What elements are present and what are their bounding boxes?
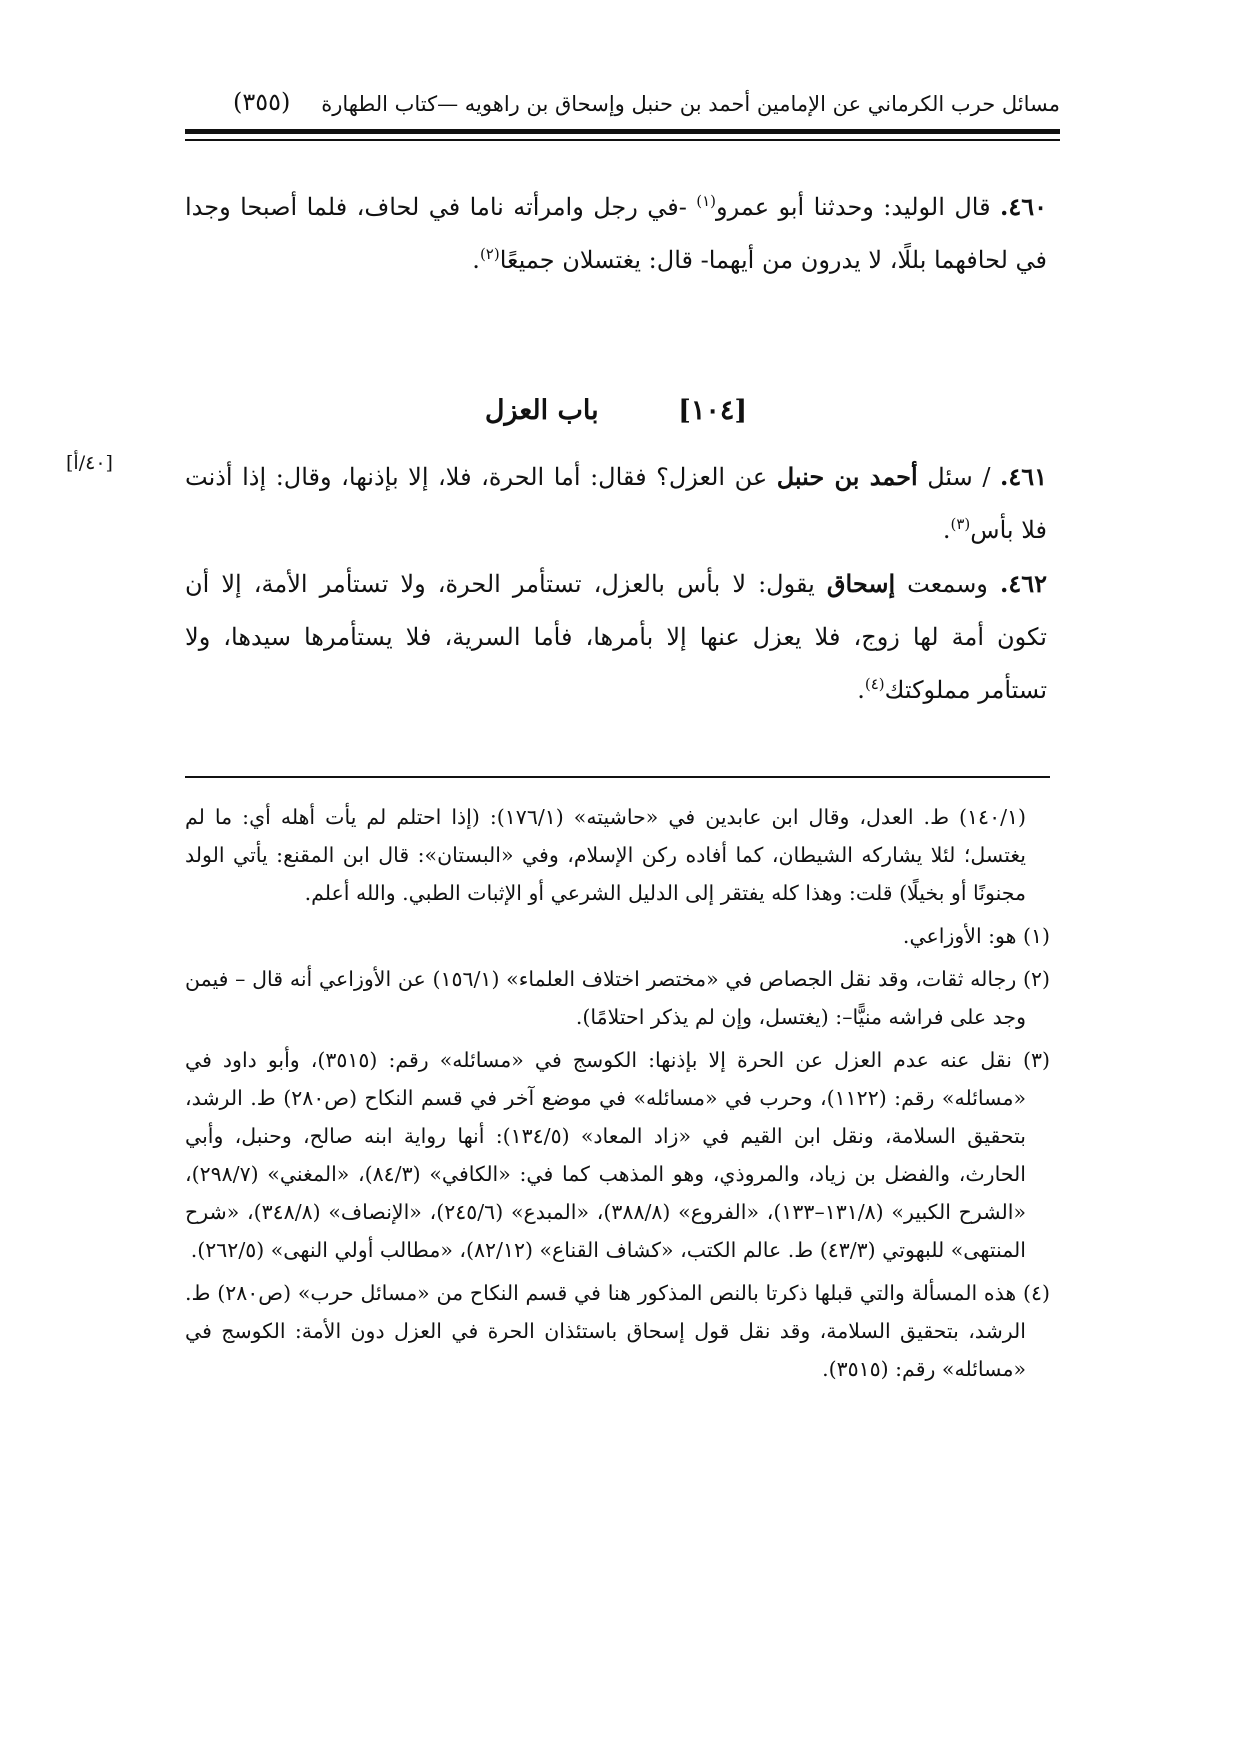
paragraph-text: قال الوليد: وحدثنا أبو عمرو (716, 193, 991, 221)
footnote-ref: (٢) (479, 245, 500, 263)
footnotes (185, 798, 1050, 1393)
footnote-3: (٣) نقل عنه عدم العزل عن الحرة إلا بإذنها: الكوسج في «مسائله» رقم: (٣٥١٥)، وأبو داود في «مسائله» رقم: (١١٢٢)، وحرب في «مسائله» في موضع آخر في قسم النكاح (ص٢٨٠) ط. الرشد، بتحقيق السلامة، ونقل ابن القيم في «زاد المعاد» (١٣٤/٥): أنها رواية ابنه صالح، وحنبل، وأبي الحارث، والفضل بن زياد، والمروذي، وهو المذهب كما في: «الكافي» (٨٤/٣)، «المغني» (٢٩٨/٧)، «الشرح الكبير» (١٣١/٨–١٣٣)، «الفروع» (٣٨٨/٨)، «المبدع» (٢٤٥/٦)، «الإنصاف» (٣٤٨/٨)، «شرح المنتهى» للبهوتي (٤٣/٣) ط. عالم الكتب، «كشاف القناع» (٨٢/١٢)، «مطالب أولي النهى» (٢٦٢/٥). (185, 1048, 1051, 1262)
chapter-number: [١٠٤] (678, 395, 748, 426)
chapter-title: باب العزل (484, 395, 599, 426)
footnote-4: (٤) هذه المسألة والتي قبلها ذكرتا بالنص المذكور هنا في قسم النكاح من «مسائل حرب» (ص٢٨٠) ط. الرشد، بتحقيق السلامة، وقد نقل قول إسحاق باستئذان الحرة في العزل دون الأمة: الكوسج في «مسائله» رقم: (٣٥١٥). (185, 1281, 1050, 1381)
footnote-ref: (١) (696, 192, 717, 210)
paragraph-text: / سئل (927, 463, 991, 491)
paragraph-text: عن العزل؟ فقال: أما الحرة، فلا، إلا بإذنها، وقال: إذا أذنت فلا بأس (185, 463, 1047, 544)
running-header-title: مسائل حرب الكرماني عن الإمامين أحمد بن حنبل وإسحاق بن راهويه —كتاب الطهارة (321, 92, 1060, 116)
paragraph-number: ٤٦٠. (999, 192, 1048, 221)
running-header (185, 88, 1060, 124)
footnote-ref: (٣) (950, 515, 971, 533)
paragraph-number: ٤٦٢. (999, 569, 1047, 598)
paragraph-end: . (472, 246, 480, 274)
header-rule-thick (185, 129, 1060, 134)
page-number: (٣٥٥) (233, 88, 291, 116)
footnote-1: (١) هو: الأوزاعي. (902, 924, 1050, 948)
main-text-top (185, 180, 1047, 287)
paragraph-text: يقول: لا بأس بالعزل، تستأمر الحرة، ولا تستأمر الأمة، إلا أن تكون أمة لها زوج، فلا يعزل عنها إلا بأمرها، فأما السرية، فلا يستأمرها سيدها، ولا تستأمر مملوكتك (185, 570, 1047, 704)
bold-name: أحمد بن حنبل (776, 462, 918, 491)
paragraph-number: ٤٦١. (999, 462, 1047, 491)
paragraph-460 (185, 180, 1047, 287)
paragraph-text: وسمعت (907, 570, 988, 598)
chapter-heading (185, 395, 1047, 426)
paragraph-end: . (857, 676, 865, 704)
main-text-bottom (185, 450, 1047, 717)
header-rule-thin (185, 139, 1060, 141)
paragraph-end: . (942, 516, 951, 544)
paragraph-text: -في رجل وامرأته ناما في لحاف، فلما أصبحا وجدا في لحافهما بللًا، لا يدرون من أيهما- قال: يغتسلان جميعًا (185, 193, 1047, 274)
paragraph-462 (185, 557, 1047, 717)
footnote-ref: (٤) (864, 675, 885, 693)
footnote-continuation: (١٤٠/١) ط. العدل، وقال ابن عابدين في «حاشيته» (١٧٦/١): (إذا احتلم لم يأت أهله أي: ما لم يغتسل؛ لئلا يشاركه الشيطان، كما أفاده ركن الإسلام، وفي «البستان»: قال ابن المقنع: يأتي الولد مجنونًا أو بخيلًا) قلت: وهذا كله يفتقر إلى الدليل الشرعي أو الإثبات الطبي. والله أعلم. (185, 805, 1026, 905)
bold-name: إسحاق (826, 569, 896, 598)
footnote-2: (٢) رجاله ثقات، وقد نقل الجصاص في «مختصر اختلاف العلماء» (١٥٦/١) عن الأوزاعي أنه قال – فيمن وجد على فراشه منيًّا–: (يغتسل، وإن لم يذكر احتلامًا). (185, 967, 1050, 1029)
footnote-separator (185, 776, 1050, 778)
paragraph-461 (185, 450, 1047, 557)
manuscript-folio-note: [٤٠/أ] (66, 452, 113, 474)
